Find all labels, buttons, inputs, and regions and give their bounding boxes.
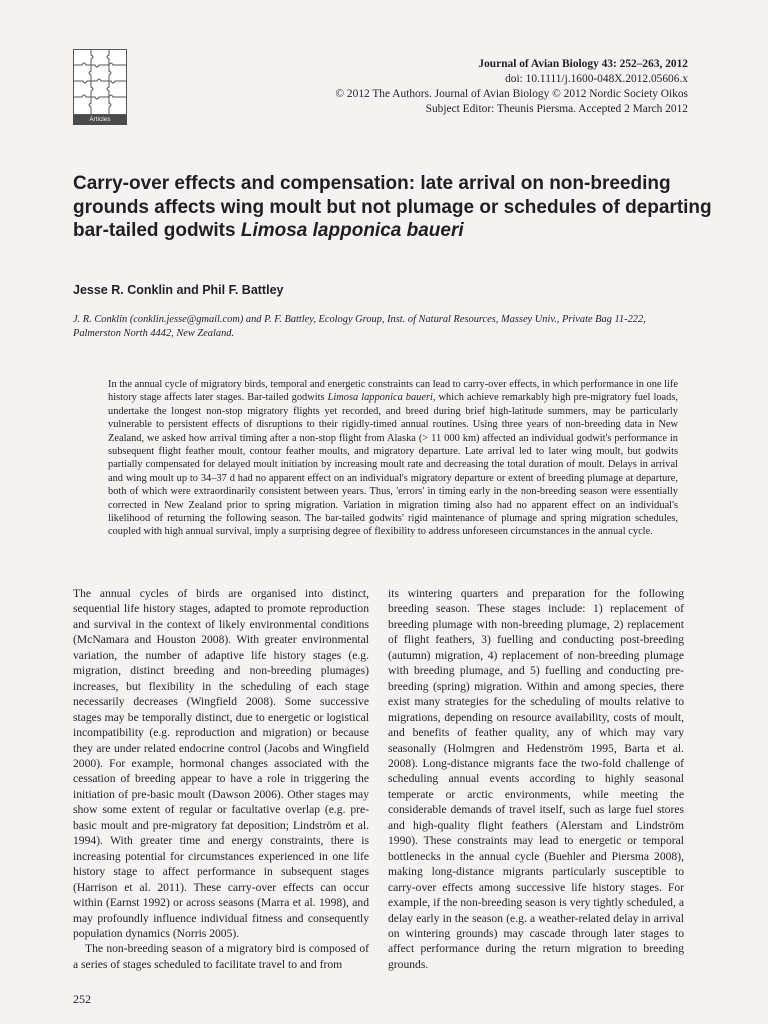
title-main: Carry-over effects and compensation: late arrival on non-breeding grounds affects wing moult but not plumage or schedules of departing bar-tailed godwits [73,173,712,241]
logo-label: Articles [73,115,127,125]
affiliation: J. R. Conklin (conklin.jesse@gmail.com) and P. F. Battley, Ecology Group, Inst. of Natural Resources, Massey Univ., Private Bag 11-222, Palmerston North 4442, New Zealand. [73,314,646,339]
body-column-right [388,586,684,972]
journal-logo [73,49,127,125]
copyright: © 2012 The Authors. Journal of Avian Biology © 2012 Nordic Society Oikos [335,88,688,100]
body-paragraph: The non-breeding season of a migratory bird is composed of a series of stages scheduled to facilitate travel to and from [73,942,369,971]
body-paragraph: The annual cycles of birds are organised into distinct, sequential life history stages, adapted to promote reproduction and survival in the context of likely environmental conditions (McNamara and Houston 2008). With greater environmental variation, the number of adaptive life history stages (e.g. migration, distinct breeding and non-breeding plumages) increases, but flexibility in the scheduling of each stage necessarily decreases (Wingfield 2008). Some successive stages may be temporally distinct, due to energetic or logistical incompatibility (e.g. reproduction and migration) or because they are under related endocrine control (Jacobs and Wingfield 2000). For example, hormonal changes associated with the cessation of breeding appear to have a role in triggering the initiation of pre-basic moult (Dawson 2006). Other stages may show some extent of regular or facultative overlap (e.g. pre-basic moult and pre-migratory fat deposition; Lindström et al. 1994). With greater time and energy constraints, there is increasing potential for circumstances experienced in one life history stage to affect performance in subsequent stages (Harrison et al. 2011). These carry-over effects can occur within (Earnst 1992) or across seasons (Marra et al. 1998), and may profoundly influence individual fitness and consequently population dynamics (Norris 2005). [73,587,369,940]
title-species: Limosa lapponica baueri [240,220,464,241]
abstract [108,378,678,539]
page-number: 252 [73,992,91,1006]
body-column-left [73,586,369,972]
journal-citation: Journal of Avian Biology 43: 252–263, 2012 [478,58,688,70]
abstract-species: Limosa lapponica baueri [327,392,433,404]
abstract-part-2: , which achieve remarkably high pre-migratory fuel loads, undertake the longest non-stop migratory flights yet recorded, and breed during brief high-latitude summers, may be particularly vulnerable to persistent effects of disruptions to their rigidly-timed annual routines. Using three years of non-breeding data in New Zealand, we asked how arrival timing after a non-stop flight from Alaska (> 11 000 km) affected an individual godwit's performance in subsequent flight feather moult, contour feather moults, and migratory departure. Late arrival led to later wing moult, but godwits partially compensated for delayed moult initiation by increasing moult rate and decreasing the total duration of moult. Delays in arrival and wing moult up to 34–37 d had no apparent effect on an individual's migratory departure or extent of breeding plumage at departure, both of which were extraordinarily consistent between years. Thus, 'errors' in timing early in the non-breeding season were essentially corrected in New Zealand prior to spring migration. Variation in migration timing also had no apparent effect on an individual's likelihood of returning the following season. The bar-tailed godwits' rigid maintenance of plumage and spring migration schedules, coupled with high annual survival, imply a surprising degree of flexibility to address unforeseen circumstances in the annual cycle. [108,392,678,538]
authors: Jesse R. Conklin and Phil F. Battley [73,283,284,297]
doi: doi: 10.1111/j.1600-048X.2012.05606.x [505,73,688,85]
subject-editor: Subject Editor: Theunis Piersma. Accepted 2 March 2012 [425,103,688,115]
body-paragraph: its wintering quarters and preparation for the following breeding season. These stages include: 1) replacement of breeding plumage with non-breeding plumage, 2) replacement of flight feathers, 3) fuelling and conducting post-breeding (autumn) migration, 4) replacement of non-breeding plumage with breeding plumage, and 5) fuelling and conducting pre-breeding (spring) migration. Within and among species, there exist many strategies for the scheduling of moults relative to migrations, depending on resource availability, costs of moult, and benefits of feather quality, any of which may vary seasonally (Holmgren and Hedenström 1995, Barta et al. 2008). Long-distance migrants face the two-fold challenge of scheduling annual events according to highly seasonal temperate or arctic environments, while meeting the considerable demands of travel itself, such as large fuel stores and high-quality flight feathers (Alerstam and Lindström 1990). These constraints may lead to energetic or temporal bottlenecks in the annual cycle (Buehler and Piersma 2008), making long-distance migrants particularly susceptible to carry-over effects among successive life history stages. For example, if the non-breeding season is very tightly scheduled, a delay early in the season (e.g. a weather-related delay in arrival on wintering grounds) may cascade through later stages to affect performance during the return migration to breeding grounds. [388,587,684,971]
article-title [73,172,713,243]
abstract-part-1: In the annual cycle of migratory birds, temporal and energetic constraints can lead to carry-over effects, in which performance in one life history stage affects later stages. Bar-tailed godwits [108,379,678,404]
puzzle-logo-icon [73,49,127,115]
journal-metadata [335,57,688,117]
